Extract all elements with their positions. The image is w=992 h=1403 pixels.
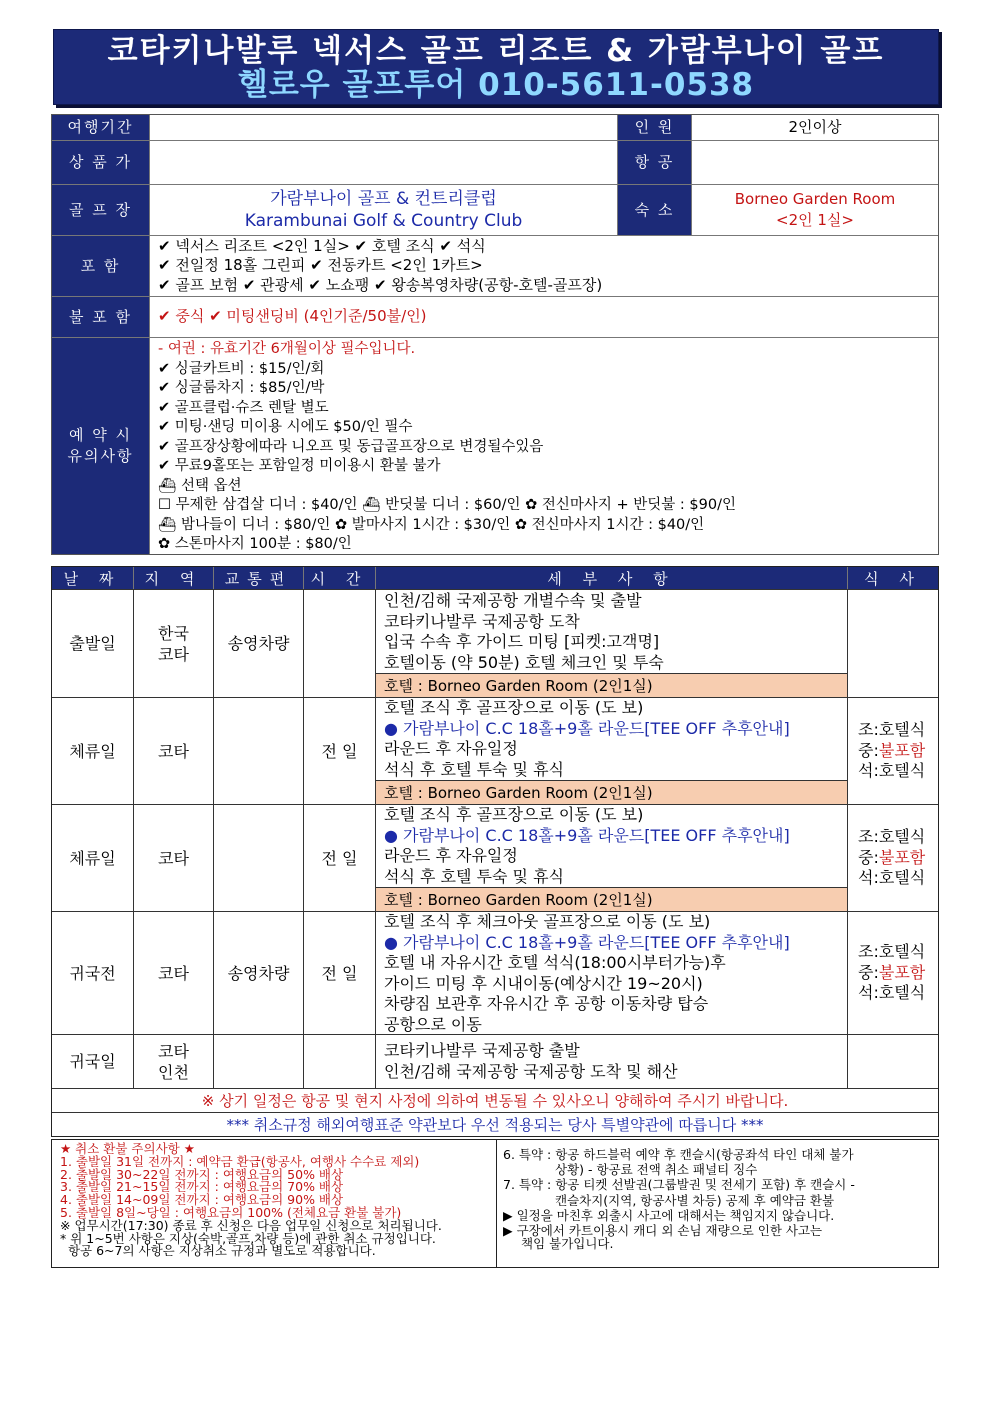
day-cell: 출발일	[52, 590, 134, 697]
note-line: ✔ 싱글룸차지 : $85/인/박	[158, 380, 325, 396]
golf-course-korean: 가람부나이 골프 & 컨트리클럽	[270, 189, 497, 209]
hotel-bar: 호텔 : Borneo Garden Room (2인1실)	[376, 673, 847, 697]
schedule-row	[52, 911, 938, 1034]
cancel-note: ※ 업무시간(17:30) 종료 후 신청은 다음 업무일 신청으로 처리됩니다.	[60, 1217, 442, 1233]
lodging-label: 숙 소	[618, 185, 692, 235]
special-term-6: 6. 특약 : 항공 하드블럭 예약 후 캔슬시(항공좌석 타인 대체 불가	[503, 1147, 854, 1162]
detail-line: 인천/김해 국제공항 국제공항 도착 및 해산	[384, 1061, 678, 1081]
info-row-include	[52, 236, 938, 297]
cancel-policy-right	[497, 1140, 938, 1267]
special-term-7: 7. 특약 : 항공 티켓 선발권(그룹발권 및 전세기 포함) 후 캔슬시 -	[503, 1177, 855, 1193]
include-line: ✔ 넥서스 리조트 <2인 1실> ✔ 호텔 조식 ✔ 석식	[158, 236, 486, 255]
cancel-item: 1. 출발일 31일 전까지 : 예약금 환급(항공사, 여행사 수수료 제외)	[60, 1153, 420, 1169]
note-line: ✔ 무료9홀또는 포함일정 미이용시 환불 불가	[158, 458, 441, 474]
day-cell: 귀국일	[52, 1035, 134, 1088]
meal-lunch: 중:불포함	[858, 962, 926, 982]
price-value	[150, 141, 618, 184]
people-label: 인 원	[618, 115, 692, 140]
time-cell: 전 일	[304, 698, 376, 804]
info-row-period	[52, 115, 938, 141]
header-time: 시 간	[304, 567, 376, 589]
region-cell: 코타 인천	[134, 1035, 214, 1088]
transport-cell	[214, 1035, 304, 1088]
note-line: ✔ 미팅·샌딩 미이용 시에도 $50/인 필수	[158, 419, 413, 435]
note-line: ☐ 무제한 삼겹살 디너 : $40/인 ⛴ 반딧불 디너 : $60/인 ✿ 전신마사지 + 반딧불 : $90/인	[158, 497, 736, 513]
note-line: ✿ 스톤마사지 100분 : $80/인	[158, 536, 352, 552]
detail-line: 라운드 후 자유일정	[384, 846, 518, 865]
schedule-row	[52, 1034, 938, 1088]
time-cell	[304, 1035, 376, 1088]
period-value	[150, 115, 618, 140]
golf-course-value	[150, 185, 618, 235]
transport-cell: 송영차량	[214, 590, 304, 697]
meal-cell	[848, 590, 938, 697]
transport-cell	[214, 698, 304, 804]
exclude-value: ✔ 중식 ✔ 미팅샌딩비 (4인기준/50불/인)	[158, 307, 427, 326]
time-cell	[304, 590, 376, 697]
meal-dinner: 석:호텔식	[858, 868, 926, 888]
meal-breakfast: 조:호텔식	[858, 942, 926, 962]
schedule-row	[52, 589, 938, 697]
region-cell: 코타	[134, 698, 214, 804]
note-line: ✔ 골프클럽·슈즈 렌탈 별도	[158, 399, 329, 416]
lodging-room: <2인 1실>	[776, 211, 854, 229]
detail-cell	[376, 590, 848, 697]
period-label: 여행기간	[52, 115, 150, 140]
golf-round-line: ● 가람부나이 C.C 18홀+9홀 라운드[TEE OFF 추후안내]	[384, 932, 790, 952]
day-cell: 체류일	[52, 698, 134, 804]
cancel-item: 3. 출발일 21~15일 전까지 : 여행요금의 70% 배상	[60, 1179, 344, 1195]
detail-cell	[376, 698, 848, 804]
info-row-exclude	[52, 297, 938, 338]
transport-cell	[214, 805, 304, 911]
schedule-change-notice: ※ 상기 일정은 항공 및 현지 사정에 의하여 변동될 수 있사오니 양해하여 주시기 바랍니다.	[52, 1088, 938, 1112]
detail-cell	[376, 1035, 848, 1088]
price-label: 상 품 가	[52, 141, 150, 184]
lodging-name: Borneo Garden Room	[734, 190, 896, 208]
people-value: 2인이상	[788, 117, 842, 136]
day-cell: 귀국전	[52, 912, 134, 1034]
golf-round-line: ● 가람부나이 C.C 18홀+9홀 라운드[TEE OFF 추후안내]	[384, 825, 790, 845]
detail-line: 석식 후 호텔 투숙 및 휴식	[384, 866, 564, 886]
cancellation-terms-notice: *** 취소규정 해외여행표준 약관보다 우선 적용되는 당사 특별약관에 따릅니다 ***	[52, 1112, 938, 1136]
detail-cell	[376, 805, 848, 911]
detail-line: 코타키나발루 국제공항 도착	[384, 611, 580, 631]
note-line: ⛴ 밤나들이 디너 : $80/인 ✿ 발마사지 1시간 : $30/인 ✿ 전신마사지 1시간 : $40/인	[158, 516, 705, 533]
detail-line: 석식 후 호텔 투숙 및 휴식	[384, 759, 564, 779]
notes-label	[52, 338, 150, 554]
meal-lunch: 중:불포함	[858, 847, 926, 867]
info-row-notes	[52, 338, 938, 554]
include-line: ✔ 전일정 18홀 그린피 ✔ 전동카트 <2인 1카트>	[158, 256, 483, 275]
cancel-note: * 위 1~5번 사항은 지상(숙박,골프,차량 등)에 관한 취소 규정입니다.	[60, 1230, 436, 1246]
meal-cell	[848, 1035, 938, 1088]
note-line: ✔ 싱글카트비 : $15/인/회	[158, 360, 325, 377]
special-term-6-cont: 상황) - 항공료 전액 취소 패널티 징수	[555, 1162, 758, 1178]
detail-line: 라운드 후 자유일정	[384, 739, 518, 758]
header-region: 지 역	[134, 567, 214, 589]
banner-title: 코타키나발루 넥서스 골프 리조트 & 가람부나이 골프	[107, 33, 885, 69]
schedule-header	[52, 567, 938, 589]
hotel-bar: 호텔 : Borneo Garden Room (2인1실)	[376, 887, 847, 911]
meal-lunch: 중:불포함	[858, 740, 926, 760]
cancel-item: 2. 출발일 30~22일 전까지 : 여행요금의 50% 배상	[60, 1166, 344, 1182]
note-line: ⛴ 선택 옵션	[158, 477, 242, 494]
golf-course-english: Karambunai Golf & Country Club	[244, 211, 523, 231]
region-cell: 코타	[134, 912, 214, 1034]
time-cell: 전 일	[304, 805, 376, 911]
cancel-policy-title: ★ 취소 환불 주의사항 ★	[60, 1141, 195, 1156]
banner-subtitle: 헬로우 골프투어 010-5611-0538	[237, 67, 755, 103]
time-cell: 전 일	[304, 912, 376, 1034]
meal-cell	[848, 698, 938, 804]
notes-label-line: 예 약 시	[68, 426, 132, 444]
include-list	[150, 236, 938, 296]
info-row-price	[52, 141, 938, 185]
title-banner	[53, 29, 939, 105]
include-line: ✔ 골프 보험 ✔ 관광세 ✔ 노쇼팽 ✔ 왕송복영차량(공항-호텔-골프장)	[158, 275, 603, 294]
meal-cell	[848, 912, 938, 1034]
detail-cell	[376, 912, 848, 1034]
meal-dinner: 석:호텔식	[858, 761, 926, 781]
cancel-policy-box	[51, 1139, 939, 1268]
lodging-value	[692, 185, 938, 235]
meal-dinner: 석:호텔식	[858, 983, 926, 1003]
passport-note: - 여권 : 유효기간 6개월이상 필수입니다.	[158, 341, 416, 357]
header-transport: 교통편	[214, 567, 304, 589]
transport-cell: 송영차량	[214, 912, 304, 1034]
detail-line: 호텔 조식 후 체크아웃 골프장으로 이동 (도 보)	[384, 912, 711, 931]
detail-line: 가이드 미팅 후 시내이동(예상시간 19~20시)	[384, 973, 703, 993]
detail-line: 호텔 조식 후 골프장으로 이동 (도 보)	[384, 805, 644, 824]
include-label: 포 함	[52, 236, 150, 296]
golf-label: 골 프 장	[52, 185, 150, 235]
region-cell: 코타	[134, 805, 214, 911]
detail-line: 공항으로 이동	[384, 1014, 482, 1034]
disclaimer-line-cont: 책임 불가입니다.	[521, 1236, 614, 1252]
meal-cell	[848, 805, 938, 911]
detail-line: 인천/김해 국제공항 개별수속 및 출발	[384, 591, 642, 610]
schedule-row	[52, 697, 938, 804]
detail-line: 차량짐 보관후 자유시간 후 공항 이동차량 탑승	[384, 994, 709, 1013]
schedule-table	[51, 566, 939, 1137]
detail-line: 코타키나발루 국제공항 출발	[384, 1041, 580, 1060]
header-date: 날 짜	[52, 567, 134, 589]
notes-label-line: 유의사항	[67, 447, 134, 465]
day-cell: 체류일	[52, 805, 134, 911]
hotel-bar: 호텔 : Borneo Garden Room (2인1실)	[376, 780, 847, 804]
region-cell: 한국 코타	[134, 590, 214, 697]
exclude-label: 불 포 함	[52, 297, 150, 337]
meal-breakfast: 조:호텔식	[858, 720, 926, 740]
meal-breakfast: 조:호텔식	[858, 827, 926, 847]
info-row-golf	[52, 185, 938, 236]
detail-line: 호텔 조식 후 골프장으로 이동 (도 보)	[384, 698, 644, 717]
note-line: ✔ 골프장상황에따라 니오프 및 동급골프장으로 변경될수있음	[158, 438, 544, 455]
airline-value	[692, 141, 938, 184]
detail-line: 입국 수속 후 가이드 미팅 [피켓:고객명]	[384, 632, 660, 651]
cancel-item: 4. 출발일 14~09일 전까지 : 여행요금의 90% 배상	[60, 1192, 344, 1208]
disclaimer-line: ▶ 일정을 마친후 외출시 사고에 대해서는 책임지지 않습니다.	[503, 1207, 835, 1223]
info-table	[51, 114, 939, 555]
detail-line: 호텔 내 자유시간 호텔 석식(18:00시부터가능)후	[384, 953, 726, 972]
golf-round-line: ● 가람부나이 C.C 18홀+9홀 라운드[TEE OFF 추후안내]	[384, 718, 790, 738]
special-term-7-cont: 캔슬차지(지역, 항공사별 차등) 공제 후 예약금 환불	[555, 1192, 835, 1208]
cancel-note: 항공 6~7의 사항은 지상취소 규정과 별도로 적용합니다.	[60, 1243, 376, 1259]
cancel-policy-left	[52, 1140, 497, 1267]
airline-label: 항 공	[618, 141, 692, 184]
header-meal: 식 사	[864, 569, 922, 588]
detail-line: 호텔이동 (약 50분) 호텔 체크인 및 투숙	[384, 652, 664, 672]
notes-list	[150, 338, 938, 554]
cancel-item: 5. 출발일 8일~당일 : 여행요금의 100% (전체요금 환불 불가)	[60, 1204, 402, 1220]
disclaimer-line: ▶ 구장에서 카트이용시 캐디 외 손님 재량으로 인한 사고는	[503, 1223, 823, 1239]
header-details: 세 부 사 항	[376, 567, 848, 589]
schedule-row	[52, 804, 938, 911]
